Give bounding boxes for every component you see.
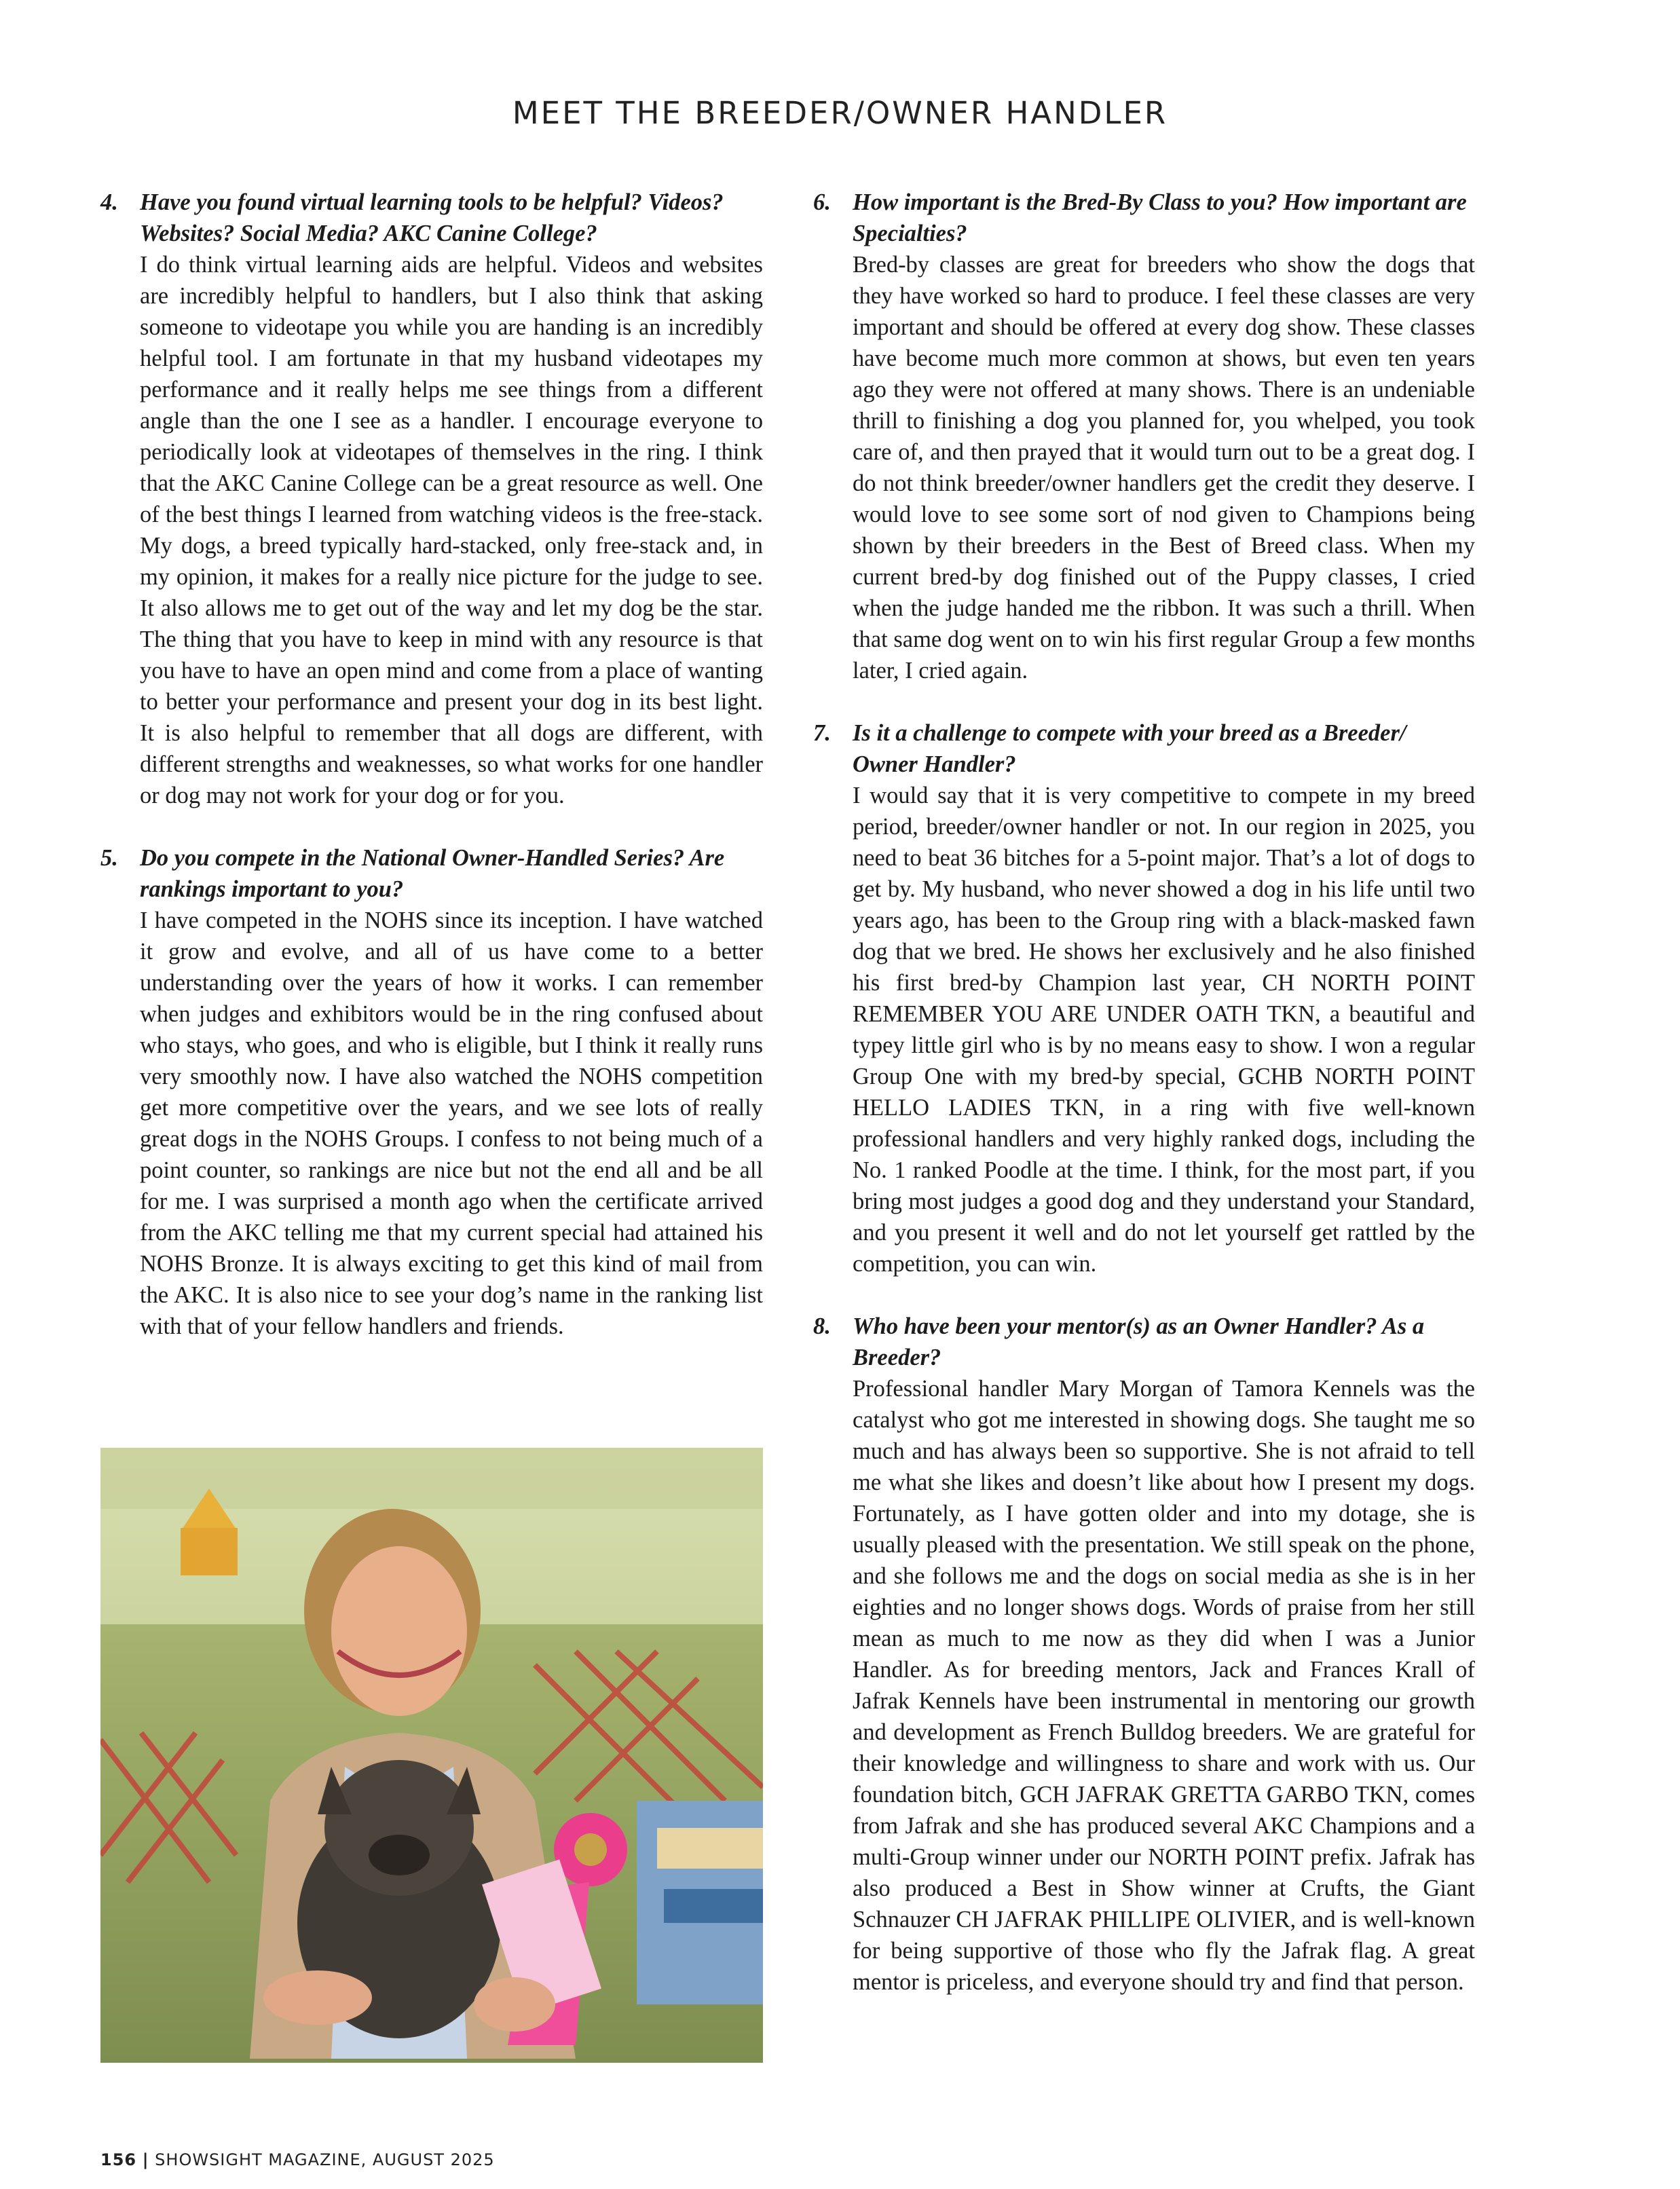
footer-separator: | xyxy=(142,2150,149,2169)
left-column xyxy=(100,187,763,1373)
question-number: 8. xyxy=(813,1313,831,1339)
question-number: 5. xyxy=(100,845,118,871)
page-header: MEET THE BREEDER/OWNER HANDLER xyxy=(512,95,1168,131)
question-text: How important is the Bred-By Class to you? How important are Specialties? xyxy=(853,189,1467,246)
answer-text: I have competed in the NOHS since its inception. I have watched it grow and evolve, and all of us have come to a better understanding over the years of how it works. I can remember when judges and exhibitors would be in the ring confused about who stays, who goes, and who is eligible, but I think it really runs very smoothly now. I have also watched the NOHS competition get more competitive over the years, and we see lots of really great dogs in the NOHS Groups. I confess to not being much of a point counter, so rankings are nice but not the end all and be all for me. I was surprised a month ago when the certificate arrived from the AKC telling me that my current special had attained his NOHS Bronze. It is always exciting to get this kind of mail from the AKC. It is also nice to see your dog’s name in the ranking list with that of your fellow handlers and friends. xyxy=(140,908,763,1339)
question-text: Do you compete in the National Owner-Handled Series? Are rankings important to you? xyxy=(140,845,725,902)
qa-item-8 xyxy=(813,1311,1475,1998)
question-number: 6. xyxy=(813,189,831,215)
page-number: 156 xyxy=(100,2150,137,2169)
answer-text: I do think virtual learning aids are helpful. Videos and websites are incredibly helpful to handlers, but I also think that asking someone to videotape you while you are handing is an incredibly helpful tool. I am fortunate in that my husband videotapes my performance and it really helps me see things from a different angle than the one I see as a handler. I encourage everyone to periodically look at videotapes of themselves in the ring. I think that the AKC Canine College can be a great resource as well. One of the best things I learned from watching videos is the free-stack. My dogs, a breed typically hard-stacked, only free-stack and, in my opinion, it makes for a really nice picture for the judge to see. It also allows me to get out of the way and let my dog be the star. The thing that you have to keep in mind with any resource is that you have to have an open mind and come from a place of wanting to better your performance and present your dog in its best light. It is also helpful to remember that all dogs are different, with different strengths and weaknesses, so what works for one handler or dog may not work for your dog or for you. xyxy=(140,252,763,808)
handler-with-french-bulldog-photo xyxy=(100,1448,763,2063)
question-number: 4. xyxy=(100,189,118,215)
right-column xyxy=(813,187,1475,2029)
page-footer xyxy=(100,2150,495,2169)
question-text: Who have been your mentor(s) as an Owner Handler? As a Breeder? xyxy=(853,1313,1425,1370)
answer-text: Bred-by classes are great for breeders who show the dogs that they have worked so hard to produce. I feel these classes are very important and should be offered at every dog show. These classes have become much more common at shows, but even ten years ago they were not offered at many shows. There is an undeniable thrill to finishing a dog you planned for, you whelped, you took care of, and then prayed that it would turn out to be a great dog. I do not think breeder/owner handlers get the credit they deserve. I would love to see some sort of nod given to Champions being shown by their breeders in the Best of Breed class. When my current bred-by dog finished out of the Puppy classes, I cried when the judge handed me the ribbon. It was such a thrill. When that same dog went on to win his first regular Group a few months later, I cried again. xyxy=(853,252,1475,684)
answer-text: I would say that it is very competitive to compete in my breed period, breeder/owner handler or not. In our region in 2025, you need to beat 36 bitches for a 5-point major. That’s a lot of dogs to get by. My husband, who never showed a dog in his life until two years ago, has been to the Group ring with a black-masked fawn dog that we bred. He shows her exclusively and he also finished his first bred-by Champion last year, CH NORTH POINT REMEMBER YOU ARE UNDER OATH TKN, a beautiful and typey little girl who is by no means easy to show. I won a regular Group One with my bred-by special, GCHB NORTH POINT HELLO LADIES TKN, in a ring with five well-known professional handlers and very highly ranked dogs, including the No. 1 ranked Poodle at the time. I think, for the most part, if you bring most judges a good dog and they understand your Standard, and you present it well and do not let yourself get rattled by the competition, you can win. xyxy=(853,783,1475,1277)
qa-item-5 xyxy=(100,842,763,1342)
question-number: 7. xyxy=(813,720,831,746)
qa-item-6 xyxy=(813,187,1475,686)
publication-info: SHOWSIGHT MAGAZINE, AUGUST 2025 xyxy=(155,2150,495,2169)
question-text: Have you found virtual learning tools to be helpful? Videos? Websites? Social Media? AKC Canine College? xyxy=(140,189,724,246)
qa-item-7 xyxy=(813,717,1475,1279)
photo-illustration xyxy=(100,1448,763,2063)
qa-item-4 xyxy=(100,187,763,811)
question-text: Is it a challenge to compete with your breed as a Breeder/ Owner Handler? xyxy=(853,720,1406,777)
answer-text: Professional handler Mary Morgan of Tamora Kennels was the catalyst who got me interested in showing dogs. She taught me so much and has always been so supportive. She is not afraid to tell me what she likes and doesn’t like about how I present my dogs. Fortunately, as I have gotten older and into my dotage, she is usually pleased with the presentation. We still speak on the phone, and she follows me and the dogs on social media as she is in her eighties and no longer shows dogs. Words of praise from her still mean as much to me now as they did when I was a Junior Handler. As for breeding mentors, Jack and Frances Krall of Jafrak Kennels have been instrumental in mentoring our growth and development as French Bulldog breeders. We are grateful for their knowledge and willingness to share and work with us. Our foundation bitch, GCH JAFRAK GRETTA GARBO TKN, comes from Jafrak and she has produced several AKC Champions and a multi-Group winner under our NORTH POINT prefix. Jafrak has also produced a Best in Show winner at Crufts, the Giant Schnauzer CH JAFRAK PHILLIPE OLIVIER, and is well-known for being supportive of those who fly the Jafrak flag. A great mentor is priceless, and everyone should try and find that person. xyxy=(853,1376,1475,1995)
